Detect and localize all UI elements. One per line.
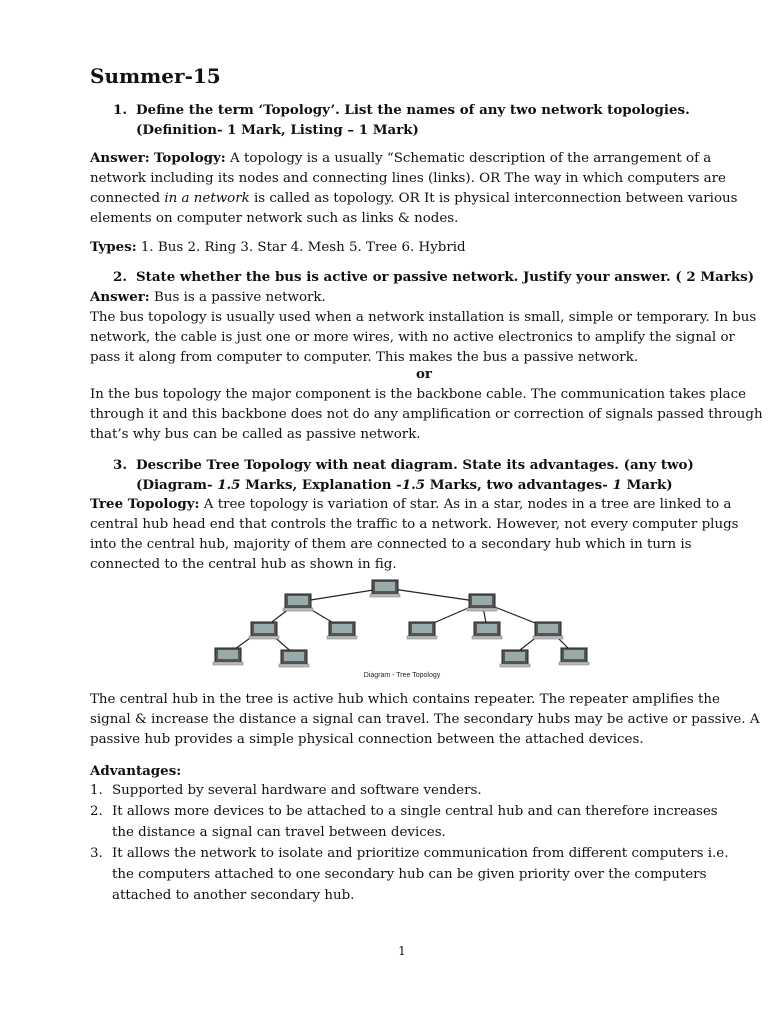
question-3-marks: (Diagram- 1.5 Marks, Explanation -1.5 Marks, two advantages- 1 Mark) (136, 477, 673, 493)
answer-2-p2-line-2: through it and this backbone does not do any amplification or correction of signals passed through (90, 407, 763, 422)
question-3-text: Describe Tree Topology with neat diagram. State its advantages. (any two) (136, 457, 694, 473)
answer-2-p1-line-2: network, the cable is just one or more wires, with no active electronics to amplify the signal or (90, 330, 735, 345)
node-computer (407, 622, 437, 639)
list-text: Supported by several hardware and software venders. (112, 783, 482, 798)
tree-topology-label: Tree Topology: (90, 496, 200, 512)
answer-1-line-2: network including its nodes and connecting lines (links). OR The way in which computers are (90, 171, 726, 186)
answer-2-p2-line-1: In the bus topology the major component is the backbone cable. The communication takes place (90, 387, 747, 402)
answer-3-line-4: connected to the central hub as shown in fig. (90, 557, 397, 572)
answer-2 (90, 287, 757, 368)
answer-3-p2-line-3: passive hub provides a simple physical connection between the attached devices. (90, 732, 644, 747)
secondary-hub-computer (283, 594, 313, 611)
or-divider: or (416, 366, 432, 382)
list-number: 3. (90, 846, 103, 861)
answer-1 (90, 148, 738, 229)
tree-topology-diagram (212, 578, 592, 688)
answer-3-line-2: central hub head end that controls the traffic to a network. However, not every computer plugs (90, 517, 739, 532)
answer-3-p2-line-1: The central hub in the tree is active hub which contains repeater. The repeater amplifies the (90, 692, 720, 707)
node-computer (279, 650, 309, 667)
answer-1-line-3a: connected (90, 191, 165, 206)
question-1-number: 1. (113, 102, 127, 118)
question-2 (113, 267, 755, 287)
question-1 (113, 100, 690, 140)
question-3 (113, 455, 694, 495)
question-1-marks: (Definition- 1 Mark, Listing – 1 Mark) (136, 122, 419, 138)
list-number: 2. (90, 804, 103, 819)
answer-2-p1-line-3: pass it along from computer to computer. This makes the bus a passive network. (90, 350, 639, 365)
advantage-item-1 (90, 780, 712, 801)
node-computer (472, 622, 502, 639)
answer-2-first: Bus is a passive network. (149, 290, 326, 305)
advantage-item-2 (90, 801, 718, 843)
answer-3-line-3: into the central hub, majority of them are connected to a secondary hub which in turn is (90, 537, 692, 552)
diagram-caption: Diagram - Tree Topology (363, 672, 441, 679)
answer-3-line-1: A tree topology is variation of star. As in a star, nodes in a tree are linked to a (199, 497, 732, 512)
answer-label: Answer: (90, 150, 150, 166)
answer-2-label: Answer: (90, 289, 150, 305)
answer-2-p1-line-1: The bus topology is usually used when a network installation is small, simple or temporary. In bus (90, 310, 757, 325)
answer-1-line-3b: is called as topology. OR It is physical interconnection between various (249, 191, 738, 206)
list-text: It allows the network to isolate and prioritize communication from different computers i.e. (112, 846, 729, 861)
advantages-heading: Advantages: (90, 763, 182, 779)
list-text: the distance a signal can travel between devices. (112, 825, 446, 840)
question-2-number: 2. (113, 269, 127, 285)
answer-3-p2-line-2: signal & increase the distance a signal can travel. The secondary hubs may be active or passive. A (90, 712, 760, 727)
list-text: the computers attached to one secondary hub can be given priority over the computers (112, 867, 707, 882)
types-label: Types: (90, 239, 137, 255)
question-1-text: Define the term ‘Topology’. List the names of any two network topologies. (136, 102, 690, 118)
central-hub-computer (370, 580, 400, 597)
tree-links (228, 588, 574, 654)
list-text: It allows more devices to be attached to a single central hub and can therefore increases (112, 804, 718, 819)
answer-1-line-1: A topology is a usually “Schematic description of the arrangement of a (230, 151, 712, 166)
answer-1-line-4: elements on computer network such as links & nodes. (90, 211, 459, 226)
secondary-hub-computer (467, 594, 497, 611)
page-number: 1 (398, 944, 406, 958)
list-text: attached to another secondary hub. (112, 888, 355, 903)
node-computer (500, 650, 530, 667)
topology-label: Topology: (153, 150, 226, 166)
answer-2-p2-line-3: that’s why bus can be called as passive network. (90, 427, 421, 442)
types-line (90, 237, 712, 258)
answer-2-alt (90, 385, 763, 445)
node-computer (327, 622, 357, 639)
page-title: Summer-15 (90, 64, 221, 88)
node-computer (249, 622, 279, 639)
answer-3-explanation (90, 690, 760, 750)
list-number: 1. (90, 783, 103, 798)
types-text: 1. Bus 2. Ring 3. Star 4. Mesh 5. Tree 6. Hybrid (136, 240, 466, 255)
question-3-number: 3. (113, 457, 127, 473)
answer-3 (90, 494, 739, 575)
node-computer (533, 622, 563, 639)
answer-1-line-3-italic: in a network (164, 191, 250, 206)
question-2-text: State whether the bus is active or passive network. Justify your answer. ( 2 Marks) (136, 269, 755, 285)
node-computer (213, 648, 243, 665)
node-computer (559, 648, 589, 665)
advantage-item-3 (90, 843, 729, 906)
